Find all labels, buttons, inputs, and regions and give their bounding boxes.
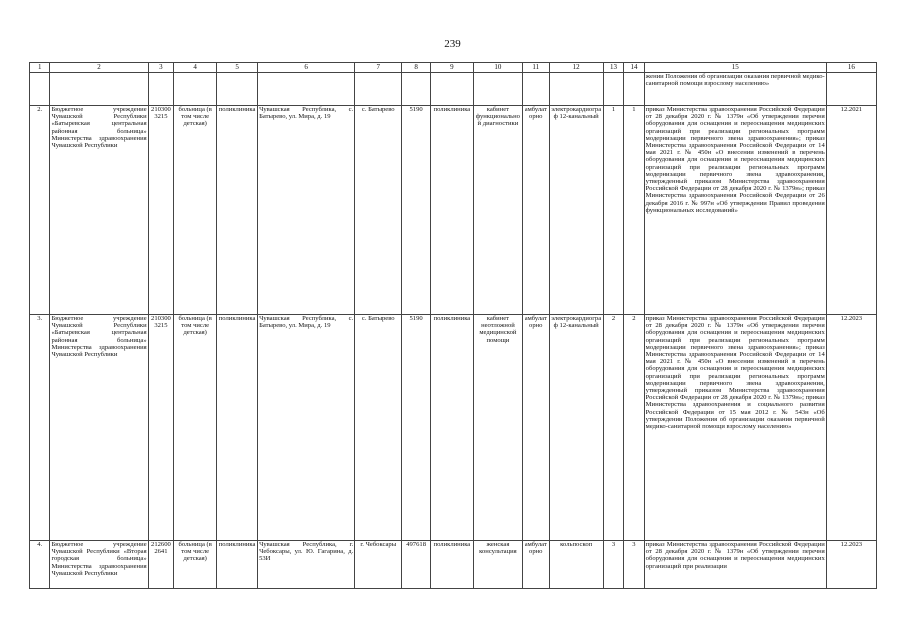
quantity-planned: 3 xyxy=(624,541,644,589)
continuation-row xyxy=(30,73,877,106)
column-number: 13 xyxy=(603,63,623,73)
table-row xyxy=(30,315,877,541)
row-number: 3. xyxy=(30,315,50,541)
oktmo-code: 497618 xyxy=(402,541,431,589)
column-number: 14 xyxy=(624,63,644,73)
organization-code: 2126002641 xyxy=(148,541,174,589)
room: кабинет функциональной диагностики xyxy=(473,106,522,315)
column-number: 4 xyxy=(174,63,217,73)
page-number: 239 xyxy=(444,38,461,50)
room: кабинет неотложной медицинской помощи xyxy=(473,315,522,541)
unit-type: поликлиника xyxy=(217,315,258,541)
delivery-date: 12.2021 xyxy=(826,106,876,315)
oktmo-code: 5190 xyxy=(402,106,431,315)
equipment-name: электрокардиограф 12-канальный xyxy=(549,106,603,315)
column-number: 12 xyxy=(549,63,603,73)
department: поликлиника xyxy=(430,106,473,315)
organization-name: Бюджетное учреждение Чувашской Республики «Вторая городская больница» Министерства здравоохранения Чувашской Республики xyxy=(50,541,148,589)
legal-basis: приказ Министерства здравоохранения Российской Федерации от 28 декабря 2020 г. № 1379н «Об утверждении перечня оборудования для оснащения и переоснащения медицинских организаций при реализации xyxy=(644,541,826,589)
department: поликлиника xyxy=(430,541,473,589)
locality: с. Батырево xyxy=(355,315,402,541)
row-number: 2. xyxy=(30,106,50,315)
table-row xyxy=(30,541,877,589)
organization-name: Бюджетное учреждение Чувашской Республики «Батыревская центральная районная больница» Министерства здравоохранения Чувашской Республики xyxy=(50,315,148,541)
column-number: 1 xyxy=(30,63,50,73)
organization-code: 2103003215 xyxy=(148,315,174,541)
column-number: 8 xyxy=(402,63,431,73)
locality: г. Чебоксары xyxy=(355,541,402,589)
care-mode: амбулаторно xyxy=(522,315,549,541)
column-number: 6 xyxy=(258,63,355,73)
column-number-row xyxy=(30,63,877,73)
column-number: 3 xyxy=(148,63,174,73)
address: Чувашская Республика, г. Чебоксары, ул. Ю. Гагарина, д. 53И xyxy=(258,541,355,589)
legal-basis: приказ Министерства здравоохранения Российской Федерации от 28 декабря 2020 г. № 1379н «Об утверждении перечня оборудования для оснащения и переоснащения медицинских организаций при реализации региональных программ модернизации первичного звена здравоохранения»; приказ Министерства здравоохранения Российской Федерации от 14 мая 2021 г. № 450н «О внесении изменений в перечень оборудования для оснащения и переоснащения медицинских организаций при реализации региональных программ модернизации первичного звена здравоохранения, утвержденный приказом Министерства здравоохранения Российской Федерации от 28 декабря 2020 г. № 1379н»; приказ Министерства здравоохранения Российской Федерации от 26 декабря 2016 г. № 997н «Об утверждении Правил проведения функциональных исследований» xyxy=(644,106,826,315)
quantity-planned: 1 xyxy=(624,106,644,315)
equipment-table xyxy=(29,62,877,589)
quantity-required: 3 xyxy=(603,541,623,589)
column-number: 9 xyxy=(430,63,473,73)
column-number: 10 xyxy=(473,63,522,73)
column-number: 5 xyxy=(217,63,258,73)
oktmo-code: 5190 xyxy=(402,315,431,541)
unit-type: поликлиника xyxy=(217,541,258,589)
equipment-name: электрокардиограф 12-канальный xyxy=(549,315,603,541)
quantity-planned: 2 xyxy=(624,315,644,541)
delivery-date: 12.2023 xyxy=(826,315,876,541)
legal-basis: приказ Министерства здравоохранения Российской Федерации от 28 декабря 2020 г. № 1379н «Об утверждении перечня оборудования для оснащения и переоснащения медицинских организаций при реализации региональных программ модернизации первичного звена здравоохранения»; приказ Министерства здравоохранения Российской Федерации от 14 мая 2021 г. № 450н «О внесении изменений в перечень оборудования для оснащения и переоснащения медицинских организаций при реализации региональных программ модернизации первичного звена здравоохранения, утвержденный приказом Министерства здравоохранения Российской Федерации от 28 декабря 2020 г. № 1379н»; приказ Министерства здравоохранения и социального развития Российской Федерации от 15 мая 2012 г. № 543н «Об утверждении Положения об организации оказания первичной медико-санитарной помощи взрослому населению» xyxy=(644,315,826,541)
address: Чувашская Республика, с. Батырево, ул. Мира, д. 19 xyxy=(258,106,355,315)
department: поликлиника xyxy=(430,315,473,541)
quantity-required: 2 xyxy=(603,315,623,541)
room: женская консультация xyxy=(473,541,522,589)
care-mode: амбулаторно xyxy=(522,106,549,315)
facility-type: больница (в том числе детская) xyxy=(174,541,217,589)
organization-code: 2103003215 xyxy=(148,106,174,315)
column-number: 7 xyxy=(355,63,402,73)
organization-name: Бюджетное учреждение Чувашской Республики «Батыревская центральная районная больница» Министерства здравоохранения Чувашской Республики xyxy=(50,106,148,315)
facility-type: больница (в том числе детская) xyxy=(174,106,217,315)
locality: с. Батырево xyxy=(355,106,402,315)
address: Чувашская Республика, с. Батырево, ул. Мира, д. 19 xyxy=(258,315,355,541)
row-number: 4. xyxy=(30,541,50,589)
table-row xyxy=(30,106,877,315)
facility-type: больница (в том числе детская) xyxy=(174,315,217,541)
quantity-required: 1 xyxy=(603,106,623,315)
unit-type: поликлиника xyxy=(217,106,258,315)
column-number: 16 xyxy=(826,63,876,73)
basis-continuation: жении Положения об организации оказания первичной медико-санитарной помощи взрослому населению» xyxy=(644,73,826,106)
column-number: 2 xyxy=(50,63,148,73)
column-number: 11 xyxy=(522,63,549,73)
equipment-name: кольпоскоп xyxy=(549,541,603,589)
column-number: 15 xyxy=(644,63,826,73)
care-mode: амбулаторно xyxy=(522,541,549,589)
delivery-date: 12.2023 xyxy=(826,541,876,589)
